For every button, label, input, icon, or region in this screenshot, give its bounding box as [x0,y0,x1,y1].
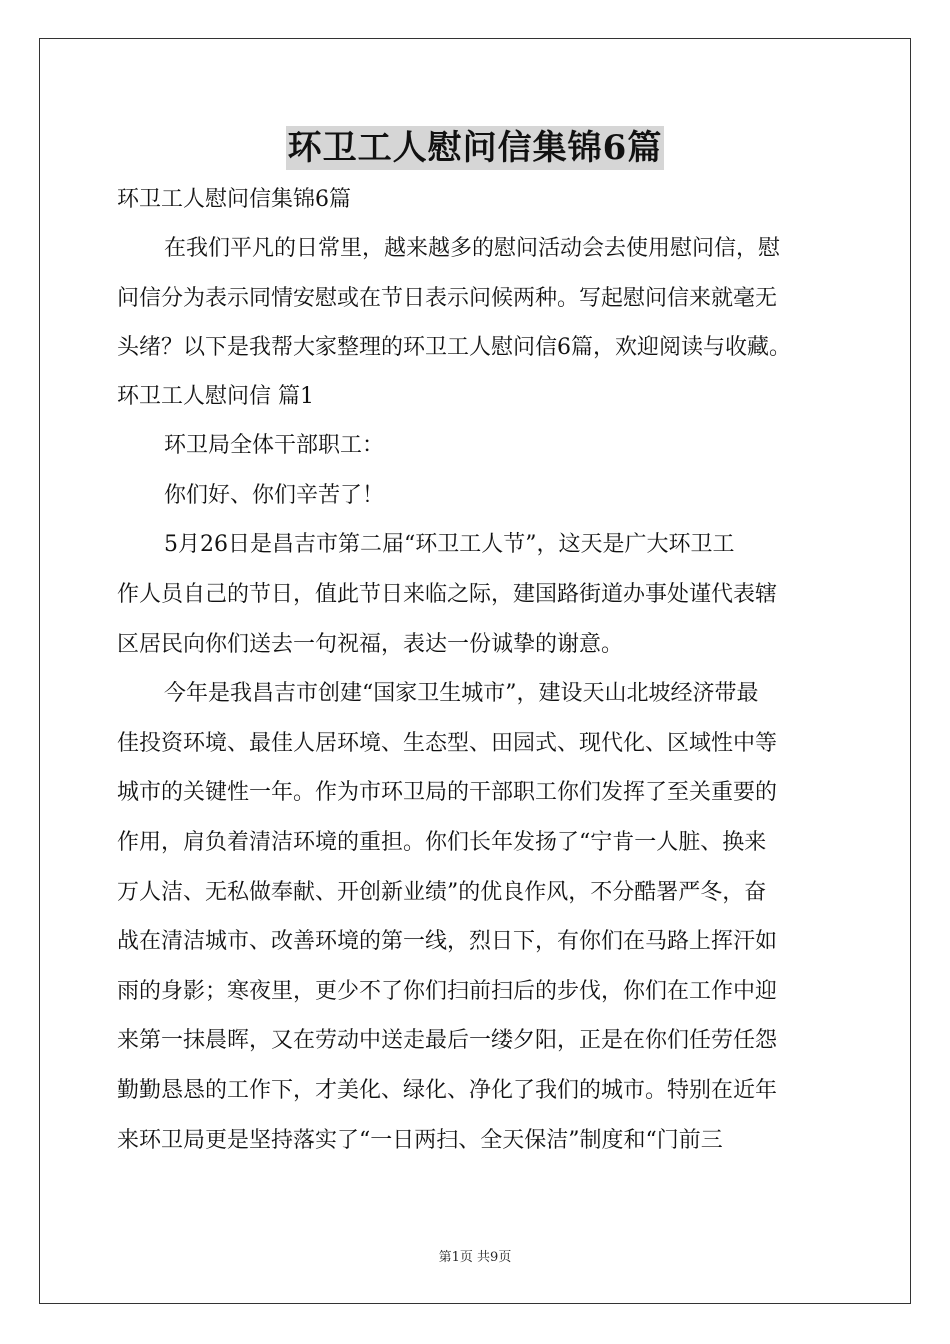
paragraph-line: 区居民向你们送去一句祝福，表达一份诚挚的谢意。 [117,631,624,657]
intro-line: 头绪？以下是我帮大家整理的环卫工人慰问信6篇，欢迎阅读与收藏。 [117,335,791,361]
paragraph-line: 勤勤恳恳的工作下，才美化、绿化、净化了我们的城市。特别在近年 [117,1077,778,1103]
paragraph-line: 来第一抹晨晖，又在劳动中送走最后一缕夕阳，正是在你们任劳任怨 [117,1028,778,1054]
paragraph-line: 佳投资环境、最佳人居环境、生态型、田园式、现代化、区域性中等 [117,730,778,756]
title-area [0,126,950,170]
section-heading: 环卫工人慰问信 篇1 [117,384,314,410]
paragraph-line: 作人员自己的节日，值此节日来临之际，建国路街道办事处谨代表辖 [117,581,778,607]
salutation: 环卫局全体干部职工： [164,433,385,459]
page-footer: 第1页 共9页 [438,1250,512,1265]
paragraph-line: 雨的身影；寒夜里，更少不了你们扫前扫后的步伐，你们在工作中迎 [117,978,778,1004]
paragraph-line: 城市的关键性一年。作为市环卫局的干部职工你们发挥了至关重要的 [117,780,778,806]
paragraph-line: 5月26日是昌吉市第二届“环卫工人节”，这天是广大环卫工 [164,532,735,558]
intro-line: 在我们平凡的日常里，越来越多的慰问活动会去使用慰问信，慰 [164,236,781,261]
subtitle: 环卫工人慰问信集锦6篇 [117,187,351,212]
paragraph-line: 万人洁、无私做奉献、开创新业绩”的优良作风，不分酷署严冬，奋 [117,879,767,905]
paragraph-line: 战在清洁城市、改善环境的第一线，烈日下，有你们在马路上挥汗如 [117,929,778,955]
greeting: 你们好、你们辛苦了！ [164,482,385,508]
paragraph-line: 今年是我昌吉市创建“国家卫生城市”，建设天山北坡经济带最 [164,681,759,707]
paragraph-line: 作用，肩负着清洁环境的重担。你们长年发扬了“宁肯一人脏、换来 [117,829,767,855]
document-body [117,180,837,1170]
document-title: 环卫工人慰问信集锦6篇 [287,128,663,168]
intro-line: 问信分为表示同情安慰或在节日表示问候两种。写起慰问信来就毫无 [117,285,778,311]
paragraph-line: 来环卫局更是坚持落实了“一日两扫、全天保洁”制度和“门前三 [117,1127,723,1153]
